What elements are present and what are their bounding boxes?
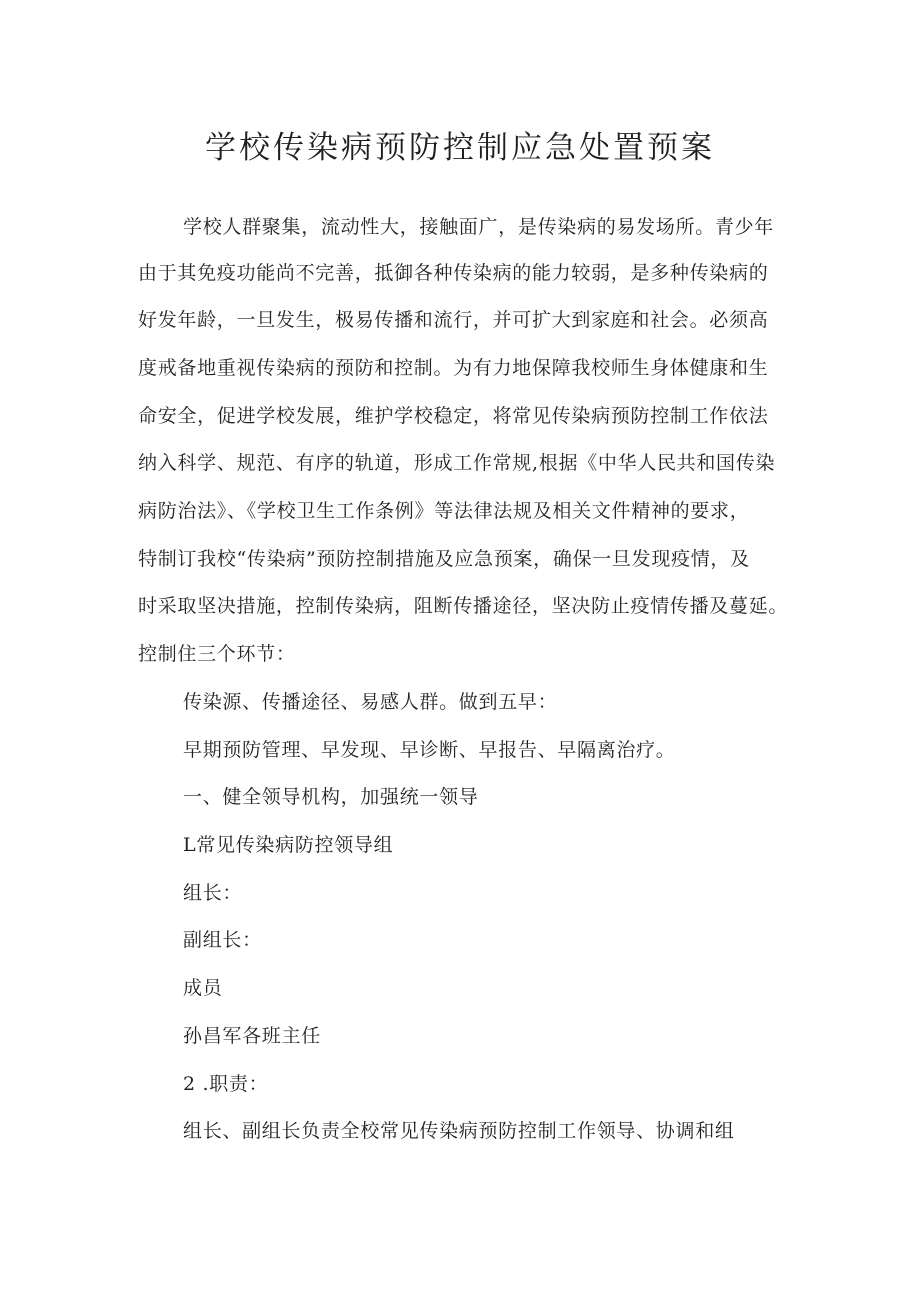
intro-line-10: 控制住三个环节： [138,643,296,665]
intro-line-3: 好发年龄，一旦发生，极易传播和流行，并可扩大到家庭和社会。必须高 [138,309,769,331]
subheading-duties: 2 .职责： [183,1073,269,1095]
intro-line-9: 时采取坚决措施，控制传染病，阻断传播途径，坚决防止疫情传播及蔓延。 [138,595,789,617]
paragraph-five-early: 早期预防管理、早发现、早诊断、早报告、早隔离治疗。 [183,739,676,761]
intro-line-2: 由于其免疫功能尚不完善，抵御各种传染病的能力较弱，是多种传染病的 [138,262,769,284]
intro-line-4: 度戒备地重视传染病的预防和控制。为有力地保障我校师生身体健康和生 [138,357,769,379]
intro-line-6: 纳入科学、规范、有序的轨道，形成工作常规,根据《中华人民共和国传染 [138,452,776,474]
members-label: 成员 [183,977,223,999]
intro-line-8: 特制订我校“传染病”预防控制措施及应急预案，确保一旦发现疫情，及 [138,548,750,570]
members-list: 孙昌军各班主任 [183,1025,321,1047]
subheading-leadership-group: L常见传染病防控领导组 [183,834,394,856]
intro-line-1: 学校人群聚集，流动性大，接触面广，是传染病的易发场所。青少年 [183,216,775,238]
intro-line-7: 病防治法》、《学校卫生工作条例》等法律法规及相关文件精神的要求， [138,500,750,522]
paragraph-transmission-chain: 传染源、传播途径、易感人群。做到五早： [183,691,558,713]
duties-text: 组长、副组长负责全校常见传染病预防控制工作领导、协调和组 [183,1120,735,1142]
deputy-leader-label: 副组长： [183,929,262,951]
document-title: 学校传染病预防控制应急处置预案 [205,130,715,166]
intro-line-5: 命安全，促进学校发展，维护学校稳定，将常见传染病预防控制工作依法 [138,405,769,427]
group-leader-label: 组长： [183,882,243,904]
section-heading-1: 一、健全领导机构，加强统一领导 [183,786,479,808]
